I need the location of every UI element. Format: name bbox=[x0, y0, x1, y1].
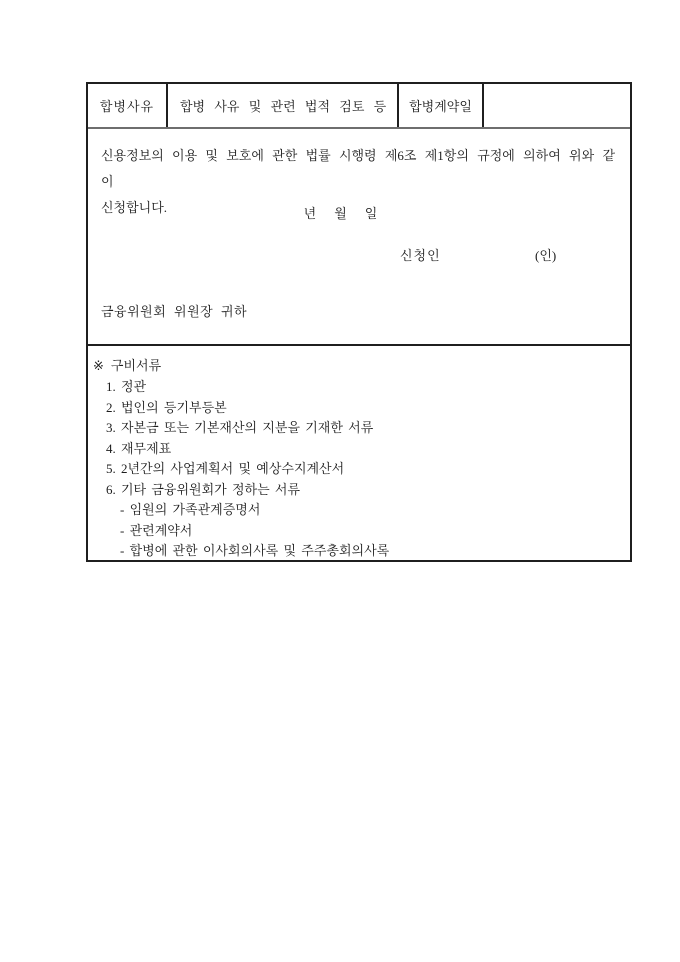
required-document-subitem: - 관련계약서 bbox=[120, 522, 193, 538]
addressee-line: 금융위원회 위원장 귀하 bbox=[101, 304, 248, 319]
merger-reason-value: 합병 사유 및 관련 법적 검토 등 bbox=[180, 99, 387, 114]
required-document-item: 5. 2년간의 사업계획서 및 예상수지계산서 bbox=[106, 461, 345, 476]
applicant-name-blank[interactable] bbox=[444, 243, 530, 261]
declaration-section bbox=[88, 129, 630, 344]
required-document-item: 1. 정관 bbox=[106, 379, 147, 394]
date-line: 년 월 일 bbox=[303, 206, 379, 221]
required-document-item: 6. 기타 금융위원회가 정하는 서류 bbox=[106, 481, 301, 497]
merger-contract-date-value-cell[interactable] bbox=[484, 84, 630, 127]
required-document-item: 3. 자본금 또는 기본재산의 지분을 기재한 서류 bbox=[106, 420, 374, 435]
application-form-table bbox=[86, 82, 632, 562]
declaration-line-2: 신청합니다. bbox=[101, 200, 168, 215]
required-documents-section bbox=[88, 344, 630, 560]
required-document-subitem: - 임원의 가족관계증명서 bbox=[120, 502, 261, 517]
form-header-row bbox=[88, 84, 630, 129]
merger-reason-label-cell bbox=[88, 84, 168, 127]
reference-mark-icon: ※ bbox=[93, 358, 104, 373]
applicant-label: 신청인 bbox=[400, 248, 441, 263]
required-documents-title-text: 구비서류 bbox=[110, 358, 162, 373]
required-document-item: 2. 법인의 등기부등본 bbox=[106, 399, 227, 415]
merger-reason-label: 합병사유 bbox=[99, 99, 155, 114]
seal-mark: (인) bbox=[535, 248, 557, 263]
required-documents-title bbox=[93, 355, 630, 377]
declaration-line-1: 신용정보의 이용 및 보호에 관한 법률 시행령 제6조 제1항의 규정에 의하여 위와 같이 bbox=[101, 148, 615, 189]
required-document-item: 4. 재무제표 bbox=[106, 440, 172, 456]
merger-contract-date-label: 합병계약일 bbox=[409, 99, 472, 114]
required-document-subitem: - 합병에 관한 이사회의사록 및 주주총회의사록 bbox=[120, 543, 390, 558]
merger-reason-value-cell bbox=[168, 84, 399, 127]
merger-contract-date-label-cell bbox=[399, 84, 484, 127]
